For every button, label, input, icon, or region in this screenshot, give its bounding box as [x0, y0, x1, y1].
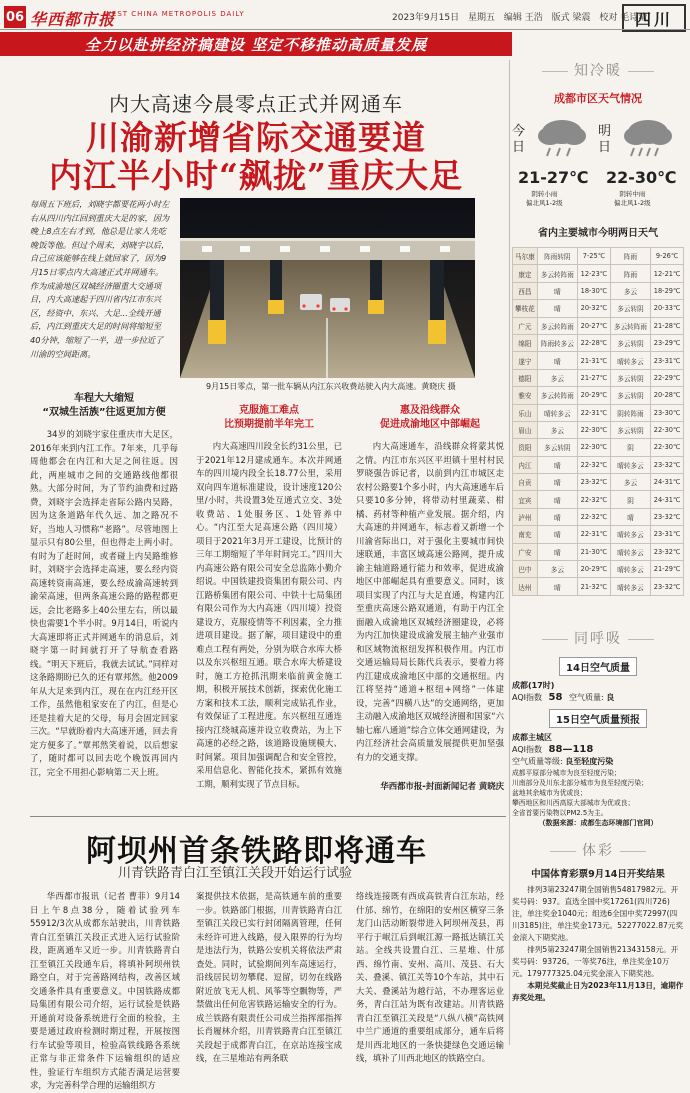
weather-cell: 宜宾 — [513, 491, 538, 508]
weather-cell: 多云转阴 — [610, 369, 650, 386]
weather-cell: 乐山 — [513, 404, 538, 421]
weather-cell: 20-33℃ — [651, 300, 684, 317]
weather-cell: 多云 — [610, 282, 650, 299]
col3-byline: 华西都市报-封面新闻记者 黄晓庆 — [380, 781, 504, 791]
weather-cell: 广安 — [513, 543, 538, 560]
weather-cell: 晴 — [610, 508, 650, 525]
weather-cell: 22-31℃ — [578, 526, 611, 543]
weather-cell: 23-30℃ — [651, 404, 684, 421]
weather-cell: 阵雨转阴 — [537, 248, 577, 265]
story2-col2-text: 案提供技术依据，是高铁通车前的重要一步。铁路部门根据，川青铁路青白江至镇江关段已实行封闭隔离管理，任何未经许可进入线路，侵入限界的行为均是违法行为，铁路公安机关将依法严肃查处。同时，试验期间列车高速运行，沿线居民切勿攀爬、逗留，切勿在线路附近放飞无人机、风筝等空飘物等，严禁做出任何危害铁路运输安全的行为。成兰铁路有限责任公司成兰指挥部指挥长肖履林介绍，川青铁路青白江至镇江关段起于成都青白江，在京站连接宝成线，在三星堆站有两条联 — [196, 891, 342, 1063]
weather-cell: 23-29℃ — [651, 334, 684, 351]
weather-cell: 泸州 — [513, 508, 538, 525]
story2-subhead: 川青铁路青白江至镇江关段开始运行试验 — [118, 866, 353, 881]
weather-cell: 多云转阵雨 — [537, 317, 577, 334]
weather-cell: 晴转多云 — [610, 578, 650, 595]
weather-row — [513, 561, 684, 578]
story1-headline-line1: 川渝新增省际交通要道 — [86, 118, 426, 157]
forecast-aqi-line — [512, 744, 684, 756]
weather-cell: 眉山 — [513, 421, 538, 438]
weather-cell: 12-23℃ — [578, 265, 611, 282]
weather-row — [513, 421, 684, 438]
weather-cell: 多云转阴 — [610, 387, 650, 404]
design-credit: 版式 梁震 — [551, 13, 591, 23]
weather-row — [513, 369, 684, 386]
today-description: 阴转小雨 偏北风1-2级 — [526, 190, 563, 207]
weather-cell: 20-27℃ — [578, 317, 611, 334]
weather-row — [513, 456, 684, 473]
weather-section-title: 知冷暖 — [512, 60, 684, 80]
section-label: 四川 — [622, 4, 686, 32]
air-quality-panel — [512, 628, 684, 828]
weather-cell: 阴转阵雨 — [610, 404, 650, 421]
city-weather-table-title: 省内主要城市今明两日天气 — [538, 228, 658, 239]
tomorrow-label: 明日 — [598, 124, 612, 155]
weather-cell: 23-32℃ — [651, 578, 684, 595]
rain-cloud-icon — [532, 114, 592, 166]
weather-cell: 马尔康 — [513, 248, 538, 265]
forecast-aqi-value: 88—118 — [548, 744, 594, 755]
story2-col1-text: 华西都市报讯（记者 曹菲）9月14日上午8点38分，随着试验列车55912/3次从成都东站驶出，川青铁路青白江至镇江关段正式进入运行试验阶段，距离通车又近一步。川青铁路青白江至镇江关段通车后，将填补阿坝州铁路空白，对于完善路网结构，改善区域交通条件具有重要意义。中国铁路成都局集团有限公司介绍，运行试验是铁路开通前对设备系统进行全面的检验，主要是通过政府检测时期过程，开展按图行车试验等项目，检验高铁线路各系统正常与非正常条件下运输组织的适应性，验证行车组织方式能否满足运营要求，为完善科学合理的运输组织方 — [30, 891, 180, 1090]
weather-cell: 雅安 — [513, 387, 538, 404]
col1-subhead-1: 车程大大缩短 — [74, 393, 134, 404]
lottery-panel — [512, 840, 684, 1004]
weather-cell: 多云转阵雨 — [610, 317, 650, 334]
weather-cell: 晴转多云 — [610, 526, 650, 543]
weather-cell: 资阳 — [513, 439, 538, 456]
aqi-value: 58 — [548, 692, 563, 703]
story-divider — [30, 816, 506, 817]
weather-row — [513, 543, 684, 560]
weather-cell: 24-31℃ — [651, 474, 684, 491]
weather-cell: 22-30℃ — [578, 439, 611, 456]
tomorrow-temperature: 22-30℃ — [606, 168, 677, 187]
weather-cell: 22-28℃ — [578, 334, 611, 351]
weather-cell: 22-30℃ — [578, 421, 611, 438]
weather-cell: 22-29℃ — [651, 369, 684, 386]
weather-cell: 22-30℃ — [651, 439, 684, 456]
weather-cell: 21-31℃ — [578, 352, 611, 369]
weather-row — [513, 334, 684, 351]
toll-station-photo — [180, 198, 475, 378]
weather-forecast — [512, 110, 684, 218]
story1-lead: 每周五下班后，刘晓宇都要花两小时左右从四川内江回到重庆大足的家，因为晚上8点左右才到，他总是让家人先吃晚饭等他。但过个周末，刘晓宇以后，自己应该能够在线上就回家了，因为9月15日零点内大高速正式并网通车。作为成渝地区双城经济圈重大交通项目，内大高速起于四川省内江市东兴区，经资中、东兴、大足...全线开通后，内江到重庆大足的时间将缩短至40分钟，缩短了一半，进一步拉近了川渝的空间距离。 — [30, 199, 170, 359]
col2-subhead-1: 克服施工难点 — [239, 405, 299, 416]
weather-cell: 22-30℃ — [651, 421, 684, 438]
weather-cell: 21-28℃ — [651, 317, 684, 334]
weather-row — [513, 578, 684, 595]
weather-cell: 西昌 — [513, 282, 538, 299]
weather-cell: 多云转阴 — [610, 334, 650, 351]
forecast-aqi-label: AQI指数 — [512, 745, 542, 754]
top-banner: 全力以赴拼经济搞建设 坚定不移推动高质量发展 — [0, 32, 512, 56]
weather-cell: 广元 — [513, 317, 538, 334]
weather-cell: 22-32℃ — [578, 456, 611, 473]
issue-date: 2023年9月15日 — [392, 13, 460, 23]
tomorrow-description: 阴转中雨 偏北风1-2级 — [614, 190, 651, 207]
weather-cell: 遂宁 — [513, 352, 538, 369]
forecast-level-label: 空气质量等级 — [512, 757, 560, 766]
weather-cell: 晴转多云 — [537, 404, 577, 421]
weather-row — [513, 526, 684, 543]
weather-cell: 晴 — [537, 526, 577, 543]
weather-cell: 达州 — [513, 578, 538, 595]
weather-cell: 多云转阵雨 — [537, 387, 577, 404]
weather-cell: 晴转多云 — [610, 543, 650, 560]
weather-cell: 7-25℃ — [578, 248, 611, 265]
story1-column-2 — [196, 404, 342, 806]
weather-cell: 20-28℃ — [651, 387, 684, 404]
weather-row — [513, 352, 684, 369]
weather-row — [513, 508, 684, 525]
quality-value: 良 — [606, 693, 615, 702]
col1-subhead-2: “双城生活族”往返更加方便 — [42, 407, 166, 418]
weather-row — [513, 387, 684, 404]
weather-cell: 晴 — [537, 300, 577, 317]
weather-row — [513, 404, 684, 421]
weather-cell: 晴转多云 — [610, 456, 650, 473]
city-weather-table — [512, 247, 684, 596]
weather-cell: 晴 — [537, 578, 577, 595]
weather-cell: 多云转阴 — [610, 421, 650, 438]
toll-station-illustration — [180, 198, 475, 378]
weather-cell: 晴转多云 — [610, 352, 650, 369]
weather-cell: 多云转阵雨 — [537, 265, 577, 282]
weather-cell: 南充 — [513, 526, 538, 543]
weather-cell: 多云 — [610, 474, 650, 491]
header-meta — [392, 10, 653, 23]
weather-cell: 23-32℃ — [651, 456, 684, 473]
air-city: 成都(17时) — [512, 681, 555, 690]
weather-cell: 阵雨转多云 — [537, 334, 577, 351]
weather-cell: 23-32℃ — [651, 508, 684, 525]
weather-cell: 晴 — [537, 282, 577, 299]
forecast-level-value: 良至轻度污染 — [565, 757, 614, 766]
air-section-title: 同呼吸 — [512, 628, 684, 648]
weather-cell: 阴 — [610, 439, 650, 456]
weather-cell: 9-26℃ — [651, 248, 684, 265]
weather-row — [513, 317, 684, 334]
rain-cloud-icon — [618, 114, 678, 166]
weather-cell: 多云转阴 — [537, 439, 577, 456]
weather-panel — [512, 60, 684, 596]
weather-cell: 22-32℃ — [578, 491, 611, 508]
air-quality-title: 14日空气质量 — [559, 657, 637, 676]
weather-cell: 晴 — [537, 474, 577, 491]
weather-cell: 多云 — [537, 421, 577, 438]
forecast-level-line: 空气质量等级: 良至轻度污染 — [512, 757, 614, 766]
story1-kicker: 内大高速今晨零点正式并网通车 — [109, 92, 403, 116]
page-number: 06 — [4, 6, 26, 28]
air-data-source: （数据来源：成都生态环境部门官网） — [538, 819, 658, 827]
weather-cell: 绵阳 — [513, 334, 538, 351]
story2-col3-text: 络线连接既有西成高铁青白江东站，经什邡、绵竹，在绵阳的安州区横穿三条龙门山活动断裂带进入阿坝州茂县，再平行于岷江后到岷江源一路抵达镇江关站。全线共设置白江、三星堆、什邡西、绵竹南、安州、高川、茂县、石大关、叠溪、镇江关等10个车站，其中石大关、叠溪站为越行站，不办理客运业务，青白江站为既有改建站。川青铁路青白江至镇江关段是“八纵八横”高铁网中兰广通道的重要组成部分，通车后将是川西北地区的一条快捷绿色交通运输线，填补了川西北地区的铁路空白。 — [356, 891, 504, 1063]
editor-credit: 编辑 王浩 — [503, 13, 543, 23]
weather-cell: 23-32℃ — [651, 543, 684, 560]
header-divider — [0, 29, 690, 30]
weather-row — [513, 439, 684, 456]
weather-cell: 晴 — [537, 456, 577, 473]
col3-subhead-2: 促进成渝地区中部崛起 — [380, 419, 480, 430]
weather-cell: 12-21℃ — [651, 265, 684, 282]
quality-label: 空气质量 — [569, 693, 602, 702]
weather-row — [513, 265, 684, 282]
weather-cell: 21-30℃ — [578, 543, 611, 560]
forecast-note: 川南部分及川东北部分城市为良至轻度污染； — [512, 779, 648, 787]
forecast-note: 成都平原部分城市为良至轻度污染； — [512, 769, 621, 777]
weather-cell: 晴转多云 — [610, 561, 650, 578]
weather-cell: 阵雨 — [610, 248, 650, 265]
weather-cell: 20-29℃ — [578, 387, 611, 404]
lottery-section-title: 体彩 — [512, 840, 684, 860]
weather-cell: 攀枝花 — [513, 300, 538, 317]
forecast-notes — [512, 768, 684, 818]
col3-subhead-1: 惠及沿线群众 — [400, 405, 460, 416]
weather-cell: 巴中 — [513, 561, 538, 578]
weather-cell: 21-32℃ — [578, 578, 611, 595]
lottery-p5-result: 排列5第23247期全国销售21343158元。开奖号码：93726。一等奖76注，单注奖金10万元。179777325.04元奖金滚入下期奖池。 — [512, 945, 679, 978]
col2-subhead-2: 比预期提前半年完工 — [224, 419, 314, 430]
weather-cell: 18-30℃ — [578, 282, 611, 299]
weather-cell: 内江 — [513, 456, 538, 473]
lottery-note: 本期兑奖截止日为2023年11月13日，逾期作弃奖处理。 — [512, 981, 684, 1002]
lottery-title: 中国体育彩票9月14日开奖结果 — [531, 869, 665, 880]
col1-text: 34岁的刘晓宇家住重庆市大足区，2016年来到内江工作。7年来，几乎每周他都会在内江和大足之间往返。因此，两座城市之间的交通路线他都很熟。大部分时间，为了节约油费和过路费，刘晓宇会选择走省际公路内吴路，因为这条道路年代久远、加之路况不好，当地人习惯称“老路”。尽管地图上显示只有80公里，但也得走上两小时。有时为了赶时间，或者碰上内吴路维修时，刘晓宇会选择走高速，要么经内资高速转资南高速，要么经成渝高速转到渝荣高速，但两条高速公路的路程都更远，会比老路多上40公里左右，所以最快也需要1个半小时。9月14日，听说内大高速即将正式并网通车的消息后，刘晓宇第一时间就打开了导航查看路线。“明天下班后，我就去试试。”同样对这条路期盼已久的还有覃邦然。他2009年从大足来到内江，现在在内江经开区工作，虽然他租家安在了内江，但是心还是挂着大足的父母，每月会固定回家三次。“早就盼着内大高速开通，回去肯定方便多了。”覃邦然笑着说，以后想家了，随时都可以回去吃个晚饭再回内江，完全不用担心影响第二天上班。 — [30, 429, 178, 777]
weather-row — [513, 491, 684, 508]
lottery-p3-result: 排列3第23247期全国销售54817982元。开奖号码：937。直选全国中奖17261(四川726)注，单注奖金1040元；组选6全国中奖72997(四川3185)注，单注奖金173元。52277022.87元奖金滚入下期奖池。 — [512, 885, 684, 942]
weather-row — [513, 300, 684, 317]
air-forecast-title: 15日空气质量预报 — [549, 709, 647, 728]
weather-title: 成都市区天气情况 — [554, 92, 642, 105]
weather-cell: 20-32℃ — [578, 300, 611, 317]
weather-cell: 德阳 — [513, 369, 538, 386]
weather-cell: 阵雨 — [610, 265, 650, 282]
weather-cell: 晴 — [537, 352, 577, 369]
weather-cell: 23-32℃ — [578, 474, 611, 491]
weather-row — [513, 248, 684, 265]
story1-column-3 — [356, 404, 504, 792]
weather-cell: 22-31℃ — [578, 404, 611, 421]
forecast-note: 盆地其余城市为优或良； — [512, 789, 587, 797]
weather-cell: 23-31℃ — [651, 352, 684, 369]
weather-row — [513, 282, 684, 299]
weather-cell: 21-27℃ — [578, 369, 611, 386]
forecast-city: 成都主城区 — [512, 733, 552, 742]
forecast-note: 全省首要污染物以PM2.5为主。 — [512, 809, 608, 817]
weather-cell: 自贡 — [513, 474, 538, 491]
weather-cell: 18-29℃ — [651, 282, 684, 299]
weather-cell: 23-31℃ — [651, 526, 684, 543]
weather-cell: 多云 — [537, 369, 577, 386]
aqi-label: AQI指数 — [512, 693, 542, 702]
newspaper-logo: 华西都市报 — [30, 10, 116, 29]
weather-cell: 康定 — [513, 265, 538, 282]
weather-cell: 多云 — [537, 561, 577, 578]
weather-cell: 多云转阴 — [610, 300, 650, 317]
weather-cell: 晴 — [537, 491, 577, 508]
story1-headline-line2: 内江半小时“飙拢”重庆大足 — [49, 156, 463, 195]
photo-caption: 9月15日零点，第一批车辆从内江东兴收费站驶入内大高速。黄晓庆 摄 — [206, 382, 456, 391]
weather-row — [513, 474, 684, 491]
story2-headline: 阿坝州首条铁路即将通车 — [86, 834, 427, 869]
today-label: 今日 — [512, 124, 526, 155]
weather-cell: 22-32℃ — [578, 508, 611, 525]
air-aqi-line: AQI指数 58 空气质量: 良 — [512, 692, 615, 703]
today-temperature: 21-27℃ — [518, 168, 589, 187]
weather-cell: 晴 — [537, 543, 577, 560]
forecast-note: 攀西地区和川西高原大部城市为优或良； — [512, 799, 635, 807]
proof-credit: 校对 毛诗清 — [599, 13, 648, 23]
col2-text: 内大高速四川段全长约31公里，已于2021年12月建成通车。本次并网通车的四川境内段全长18.77公里，采用双向四车道标准建设，设计速度120公里/小时，共设置3处互通式立交、3处收费站、1处服务区、1处管养中心。“内江至大足高速公路（四川境）项目于2021年3月开工建设，比预计的三年工期缩短了半年时间完工。”四川大内高速公路有限公司安全总监陈小勤介绍说。中国铁建投资集团有限公司、内江路桥集团有限公司、中铁十七局集团有限公司作为大内高速（四川境）投资建设方，克服疫情等不利因素，全力推进项目建设。据了解，项目建设中的重难点工程有两处，分别为联合水库大桥以及东兴枢纽互通。联合水库大桥建设时，施工方抢抓汛期来临前黄金施工期，积极开展技术创新，探索优化施工方案和技术工法，顺利完成钻孔作业，有效保证了工程进度。东兴枢纽互通连接内江绕城高速并设立收费站，为上下高速的必经之路，该道路设施规模大、时间紧。项目加强调配合和安全管控，采用信息化、智能化技术，紧抓有效施工期，顺利实现了节点目标。 — [196, 441, 342, 789]
weather-cell: 阴 — [610, 491, 650, 508]
weather-cell: 晴 — [537, 508, 577, 525]
col3-text: 内大高速通车，沿线群众将蒙其悦之情。内江市东兴区平坦镇十里村村民罗晓强告诉记者，以前到内江市城区走农村公路要1个多小时，内大高速通车后只要10多分钟，将带动村里蔬菜、柑橘、药材等种植产业发展。据介绍，内大高速的并网通车，标志着又新增一个川渝省际出口，对于强化主要城市间快速联通，丰富区域高速公路网，提升成渝主轴道路通行能力和效率，促进成渝地区中部崛起具有重要意义。同时，该项目实现了内江与大足直通，构建内江至重庆高速公路双通道，有助于内江全面融入成渝地区双城经济圈建设，必将为内江加快建设成渝发展主轴产业强市和区域物流枢纽发挥积极作用。内江市交通运输局局长陈代兵表示，要着力将内江建成成渝地区中部的交通枢纽。内江将坚持“通道+枢纽+网络”一体建设，完善“四横八达”的交通网络，更加主动融入成渝地区双城经济圈和国家“六轴七廊八通道”综合立体交通网建设，为内江经济社会高质量发展提供更加坚强有力的交通支撑。 — [356, 441, 504, 762]
weather-cell: 21-29℃ — [651, 561, 684, 578]
newspaper-logo-en: WEST CHINA METROPOLIS DAILY — [104, 10, 245, 18]
weather-cell: 24-31℃ — [651, 491, 684, 508]
issue-weekday: 星期五 — [467, 13, 495, 23]
story1-column-1 — [30, 392, 178, 806]
right-column-divider — [509, 60, 510, 1045]
weather-cell: 20-29℃ — [578, 561, 611, 578]
